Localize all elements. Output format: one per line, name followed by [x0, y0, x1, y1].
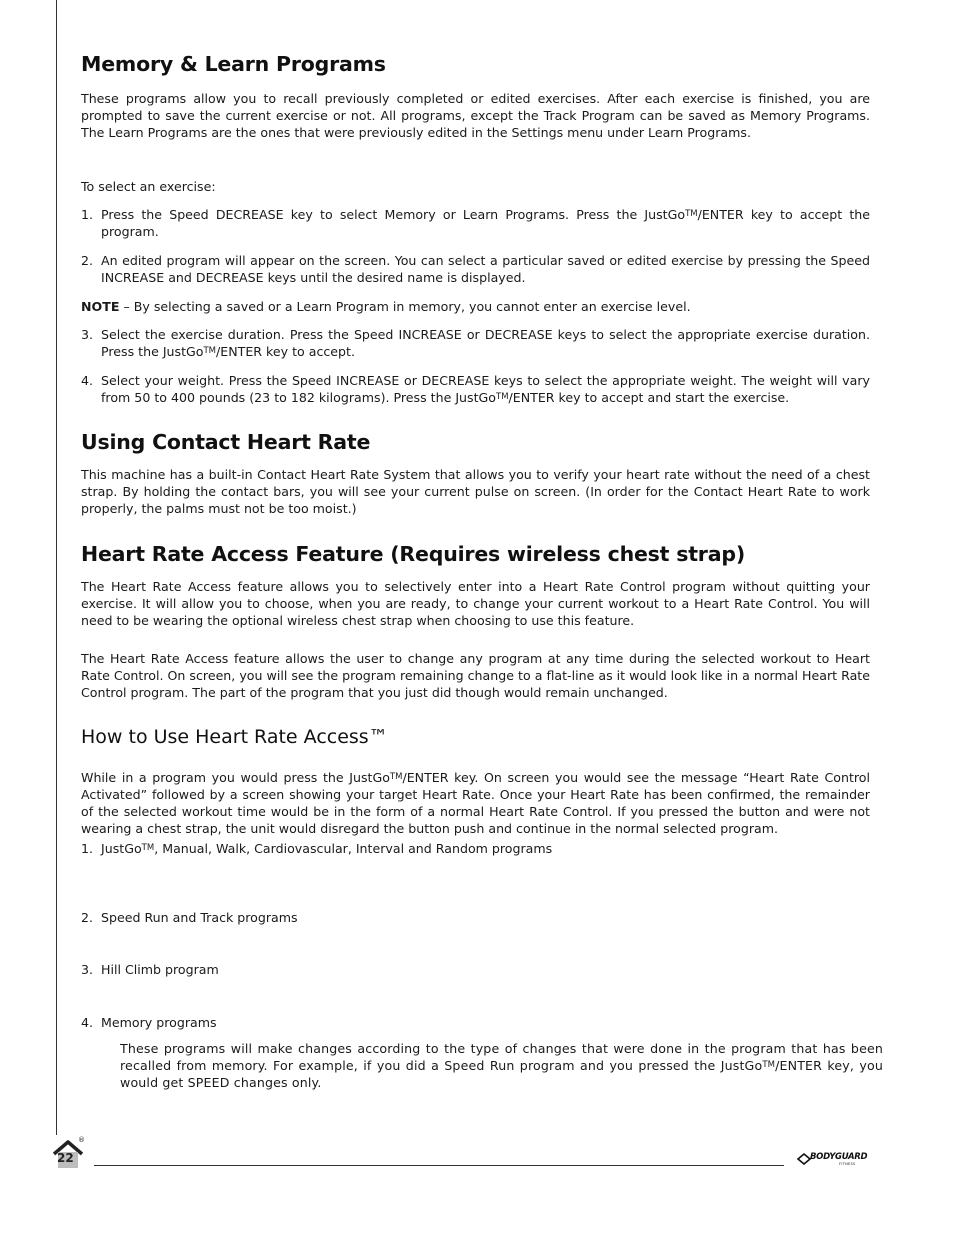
- heading-heart-rate-access: Heart Rate Access Feature (Requires wireless chest strap): [81, 542, 745, 566]
- heading-contact-heart-rate: Using Contact Heart Rate: [81, 430, 371, 454]
- memory-step-3: 3. Select the exercise duration. Press the Speed INCREASE or DECREASE keys to select the appropriate exercise duration. Press the JustGo™/ENTER key to accept.: [81, 327, 870, 359]
- memory-intro: These programs allow you to recall previously completed or edited exercises. After each exercise is finished, you are prompted to save the current exercise or not. All programs, except the Track Program can be saved as Memory Programs. The Learn Programs are the ones that were previously edited in the Settings menu under Learn Programs.: [81, 91, 870, 140]
- page-number: 22: [57, 1151, 74, 1165]
- howto-paragraph: While in a program you would press the JustGo™/ENTER key. On screen you would see the message “Heart Rate Control Activated” followed by a screen showing your target Heart Rate. Once your Heart Rate has been confirmed, the remainder of the selected workout time would be in the form of a normal Heart Rate Control. If you pressed the button and were not wearing a chest strap, the unit would disregard the button push and continue in the normal selected program.: [81, 770, 870, 836]
- howto-item-3: 3. Hill Climb program: [81, 962, 219, 977]
- brand-mark-icon: [797, 1153, 811, 1165]
- footer-rule: [94, 1165, 784, 1166]
- page-number-badge: [52, 1138, 86, 1172]
- memory-step-1: 1. Press the Speed DECREASE key to select Memory or Learn Programs. Press the JustGo™/ENTER key to accept the program.: [81, 207, 870, 239]
- howto-item-4: 4. Memory programs: [81, 1015, 217, 1030]
- left-margin-rule: [56, 0, 57, 1135]
- howto-item-2: 2. Speed Run and Track programs: [81, 910, 298, 925]
- access-paragraph-2: The Heart Rate Access feature allows the user to change any program at any time during the selected workout to Heart Rate Control. On screen, you will see the program remaining change to a flat-line as it would look like in a normal Heart Rate Control program. The part of the program that you just did though would remain unchanged.: [81, 651, 870, 700]
- registered-mark: ®: [78, 1136, 85, 1144]
- contact-body: This machine has a built-in Contact Heart Rate System that allows you to verify your heart rate without the need of a chest strap. By holding the contact bars, you will see your current pulse on screen. (In order for the Contact Heart Rate to work properly, the palms must not be too moist.): [81, 467, 870, 516]
- memory-note: NOTE – By selecting a saved or a Learn Program in memory, you cannot enter an exercise level.: [81, 299, 691, 314]
- memory-programs-detail: These programs will make changes according to the type of changes that were done in the program that has been recalled from memory. For example, if you did a Speed Run program and you pressed the JustGo™/ENTER key, you would get SPEED changes only.: [120, 1041, 883, 1090]
- howto-item-1: 1. JustGo™, Manual, Walk, Cardiovascular, Interval and Random programs: [81, 841, 553, 856]
- memory-step-2: 2. An edited program will appear on the screen. You can select a particular saved or edited exercise by pressing the Speed INCREASE and DECREASE keys until the desired name is displayed.: [81, 253, 870, 285]
- bodyguard-logo: BODYGUARD FITNESS: [797, 1150, 869, 1168]
- select-prompt: To select an exercise:: [81, 179, 216, 194]
- page-content: [81, 50, 883, 1091]
- heading-how-to-use: How to Use Heart Rate Access™: [81, 726, 388, 748]
- memory-step-4: 4. Select your weight. Press the Speed INCREASE or DECREASE keys to select the appropriate weight. The weight will vary from 50 to 400 pounds (23 to 182 kilograms). Press the JustGo™/ENTER key to accept and start the exercise.: [81, 373, 870, 405]
- access-paragraph-1: The Heart Rate Access feature allows you to selectively enter into a Heart Rate Control program without quitting your exercise. It will allow you to choose, when you are ready, to change your current workout to a Heart Rate Control. You will need to be wearing the optional wireless chest strap when choosing to use this feature.: [81, 579, 870, 628]
- heading-memory-learn: Memory & Learn Programs: [81, 52, 386, 76]
